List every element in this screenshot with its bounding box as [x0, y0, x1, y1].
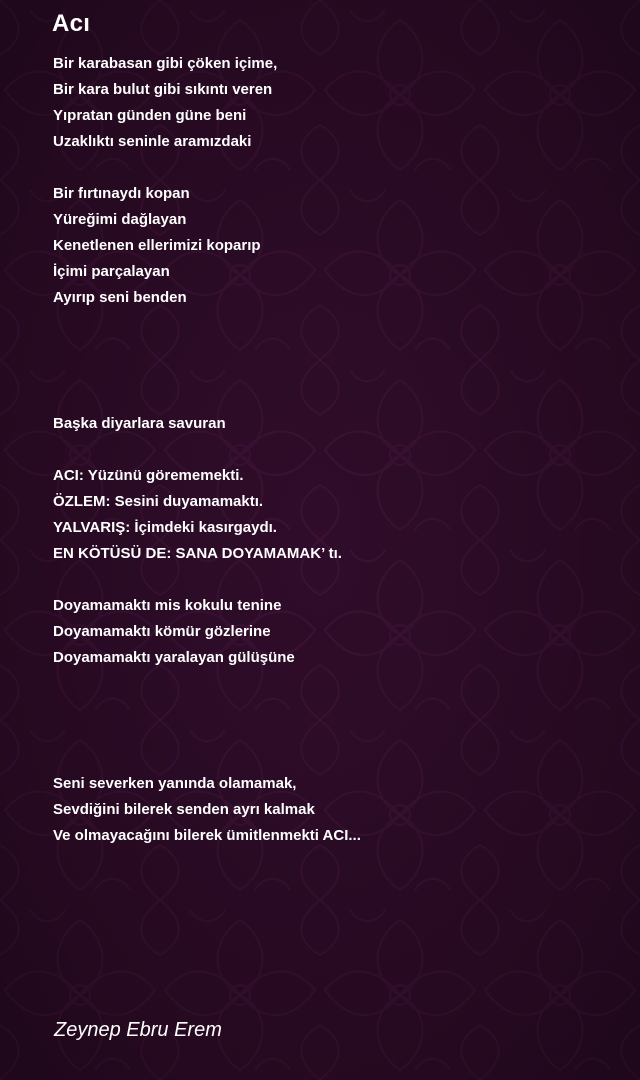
stanza-2 — [53, 181, 261, 311]
stanza-4 — [53, 463, 342, 567]
poem-line: Kenetlenen ellerimizi koparıp — [53, 237, 261, 254]
poem-line: YALVARIŞ: İçimdeki kasırgaydı. — [53, 519, 277, 536]
stanza-6 — [53, 771, 361, 849]
poem-line: Yüreğimi dağlayan — [53, 211, 187, 228]
poem-line: Doyamamaktı kömür gözlerine — [53, 623, 271, 640]
stanza-5 — [53, 593, 295, 671]
poem-line: İçimi parçalayan — [53, 263, 170, 280]
poem-line: ÖZLEM: Sesini duyamamaktı. — [53, 493, 264, 510]
poem-line: ACI: Yüzünü görememekti. — [53, 467, 244, 484]
poem-line: Doyamamaktı yaralayan gülüşüne — [53, 649, 295, 666]
poem-line: Bir kara bulut gibi sıkıntı veren — [53, 81, 273, 98]
poem-title: Acı — [52, 10, 91, 37]
poem-line: Sevdiğini bilerek senden ayrı kalmak — [53, 801, 315, 818]
poem-line: Ayırıp seni benden — [53, 289, 187, 306]
poem-line: Bir karabasan gibi çöken içime, — [53, 55, 278, 72]
poem-author: Zeynep Ebru Erem — [54, 1019, 222, 1041]
poem-line: EN KÖTÜSÜ DE: SANA DOYAMAMAK’ tı. — [53, 545, 342, 562]
poem-line: Uzaklıktı seninle aramızdaki — [53, 133, 252, 150]
poem-line: Seni severken yanında olamamak, — [53, 775, 297, 792]
stanza-1 — [53, 51, 277, 155]
poem-line: Başka diyarlara savuran — [53, 415, 226, 432]
poem-line: Yıpratan günden güne beni — [53, 107, 247, 124]
poem-line: Ve olmayacağını bilerek ümitlenmekti ACI... — [53, 827, 361, 844]
poem-line: Bir fırtınaydı kopan — [53, 185, 190, 202]
stanza-3 — [53, 411, 226, 437]
poem-line: Doyamamaktı mis kokulu tenine — [53, 597, 282, 614]
